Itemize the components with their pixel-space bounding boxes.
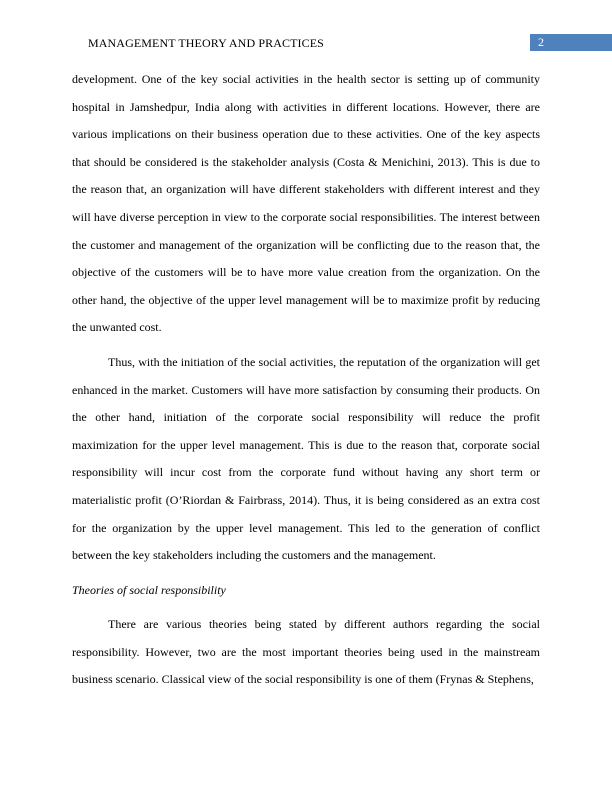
document-body xyxy=(72,66,540,694)
paragraph-spacer xyxy=(72,604,540,611)
paragraph-spacer xyxy=(72,570,540,577)
section-heading: Theories of social responsibility xyxy=(72,582,226,597)
body-paragraph-2: Thus, with the initiation of the social activities, the reputation of the organization will get enhanced in the market. Customers will have more satisfaction by consuming their products. On the other hand, initiation of the corporate social responsibility will reduce the profit maximization for the upper level management. This is due to the reason that, corporate social responsibility will incur cost from the corporate fund without having any short term or materialistic profit (O’Riordan & Fairbrass, 2014). Thus, it is being considered as an extra cost for the organization by the upper level management. This led to the generation of conflict between the key stakeholders including the customers and the management. xyxy=(72,354,540,563)
body-paragraph-1: development. One of the key social activities in the health sector is setting up of community hospital in Jamshedpur, India along with activities in different locations. However, there are various implications on their business operation due to these activities. One of the key aspects that should be considered is the stakeholder analysis (Costa & Menichini, 2013). This is due to the reason that, an organization will have different stakeholders with different interest and they will have diverse perception in view to the corporate social responsibilities. The interest between the customer and management of the organization will be conflicting due to the reason that, the objective of the customers will be to have more value creation from the organization. On the other hand, the objective of the upper level management will be to maximize profit by reducing the unwanted cost. xyxy=(72,72,540,335)
page-number-badge: 2 xyxy=(530,34,612,51)
body-paragraph-3: There are various theories being stated by different authors regarding the social responsibility. However, two are the most important theories being used in the mainstream business scenario. Classical view of the social responsibility is one of them (Frynas & Stephens, xyxy=(72,617,540,687)
running-header-title: MANAGEMENT THEORY AND PRACTICES xyxy=(88,36,324,50)
paragraph-spacer xyxy=(72,342,540,349)
